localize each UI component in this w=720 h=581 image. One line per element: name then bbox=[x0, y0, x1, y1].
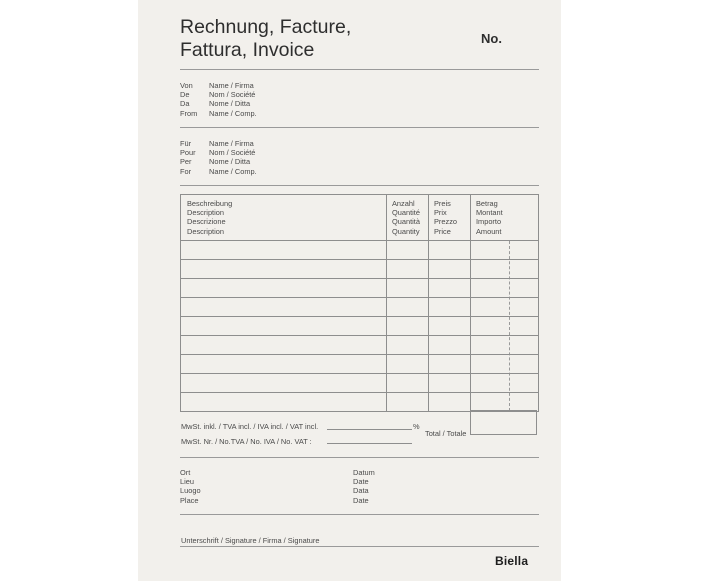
cents-divider bbox=[509, 241, 510, 411]
header-line: Quantità bbox=[392, 217, 420, 227]
divider bbox=[180, 514, 539, 515]
from-field-it: Nome / Ditta bbox=[209, 99, 251, 109]
form-title-line-2: Fattura, Invoice bbox=[180, 39, 315, 61]
for-label-de: Für bbox=[180, 139, 192, 148]
from-labels bbox=[180, 81, 197, 118]
header-line: Description bbox=[187, 208, 224, 218]
column-header-price bbox=[434, 199, 457, 236]
header-line: Betrag bbox=[476, 199, 498, 208]
from-label-de: Von bbox=[180, 81, 193, 90]
divider bbox=[180, 69, 539, 70]
header-line: Price bbox=[434, 226, 451, 236]
from-fields[interactable] bbox=[209, 81, 257, 118]
date-labels bbox=[353, 468, 375, 505]
line-items-table bbox=[180, 194, 539, 412]
for-label-en: For bbox=[180, 166, 192, 176]
header-line: Quantité bbox=[392, 208, 420, 218]
row-divider bbox=[181, 297, 538, 298]
divider bbox=[180, 185, 539, 186]
brand-logo: Biella bbox=[495, 554, 529, 568]
for-fields[interactable] bbox=[209, 139, 257, 176]
for-field-de: Name / Firma bbox=[209, 139, 254, 148]
for-field-it: Nome / Ditta bbox=[209, 157, 251, 167]
percent-sign: % bbox=[413, 422, 420, 431]
header-line: Quantity bbox=[392, 226, 420, 236]
row-divider bbox=[181, 316, 538, 317]
row-divider bbox=[181, 335, 538, 336]
column-header-amount bbox=[476, 199, 503, 236]
row-divider bbox=[181, 392, 538, 393]
header-line: Prezzo bbox=[434, 217, 458, 227]
place-label-de: Ort bbox=[180, 468, 191, 477]
from-field-fr: Nom / Société bbox=[209, 90, 256, 100]
column-divider bbox=[386, 195, 387, 411]
header-line: Descrizione bbox=[187, 217, 226, 227]
header-line: Importo bbox=[476, 217, 502, 227]
total-box[interactable] bbox=[470, 410, 537, 435]
total-label: Total / Totale bbox=[425, 429, 467, 438]
vat-number-label: MwSt. Nr. / No.TVA / No. IVA / No. VAT : bbox=[181, 437, 312, 446]
place-label-it: Luogo bbox=[180, 486, 201, 496]
date-label-it: Data bbox=[353, 486, 369, 496]
form-title bbox=[180, 16, 351, 62]
signature-line[interactable] bbox=[180, 546, 539, 547]
header-line: Anzahl bbox=[392, 199, 415, 208]
vat-rate-line[interactable] bbox=[327, 429, 412, 430]
vat-included-label: MwSt. inkl. / TVA incl. / IVA incl. / VAT incl. bbox=[181, 422, 319, 431]
header-line: Amount bbox=[476, 226, 502, 236]
row-divider bbox=[181, 259, 538, 260]
header-line: Description bbox=[187, 226, 224, 236]
row-divider bbox=[181, 373, 538, 374]
divider bbox=[180, 457, 539, 458]
from-field-de: Name / Firma bbox=[209, 81, 254, 90]
for-label-fr: Pour bbox=[180, 148, 196, 158]
row-divider bbox=[181, 278, 538, 279]
column-header-description bbox=[187, 199, 232, 236]
header-line: Montant bbox=[476, 208, 503, 218]
column-divider bbox=[428, 195, 429, 411]
for-labels bbox=[180, 139, 196, 176]
for-field-en: Name / Comp. bbox=[209, 166, 257, 176]
date-label-de: Datum bbox=[353, 468, 375, 477]
date-label-en: Date bbox=[353, 495, 369, 505]
header-line: Prix bbox=[434, 208, 447, 218]
place-label-en: Place bbox=[180, 495, 199, 505]
for-field-fr: Nom / Société bbox=[209, 148, 256, 158]
place-labels bbox=[180, 468, 201, 505]
divider bbox=[180, 127, 539, 128]
from-label-fr: De bbox=[180, 90, 190, 100]
vat-number-line[interactable] bbox=[327, 443, 412, 444]
invoice-form-sheet bbox=[138, 0, 561, 581]
column-header-quantity bbox=[392, 199, 420, 236]
from-label-en: From bbox=[180, 108, 198, 118]
from-label-it: Da bbox=[180, 99, 190, 109]
header-row-divider bbox=[181, 240, 538, 241]
place-label-fr: Lieu bbox=[180, 477, 194, 487]
date-label-fr: Date bbox=[353, 477, 369, 487]
from-field-en: Name / Comp. bbox=[209, 108, 257, 118]
header-line: Beschreibung bbox=[187, 199, 233, 208]
column-divider bbox=[470, 195, 471, 411]
form-title-line-1: Rechnung, Facture, bbox=[180, 16, 352, 38]
row-divider bbox=[181, 354, 538, 355]
for-label-it: Per bbox=[180, 157, 192, 167]
signature-label: Unterschrift / Signature / Firma / Signature bbox=[181, 536, 320, 545]
header-line: Preis bbox=[434, 199, 451, 208]
invoice-number-label: No. bbox=[481, 31, 502, 46]
